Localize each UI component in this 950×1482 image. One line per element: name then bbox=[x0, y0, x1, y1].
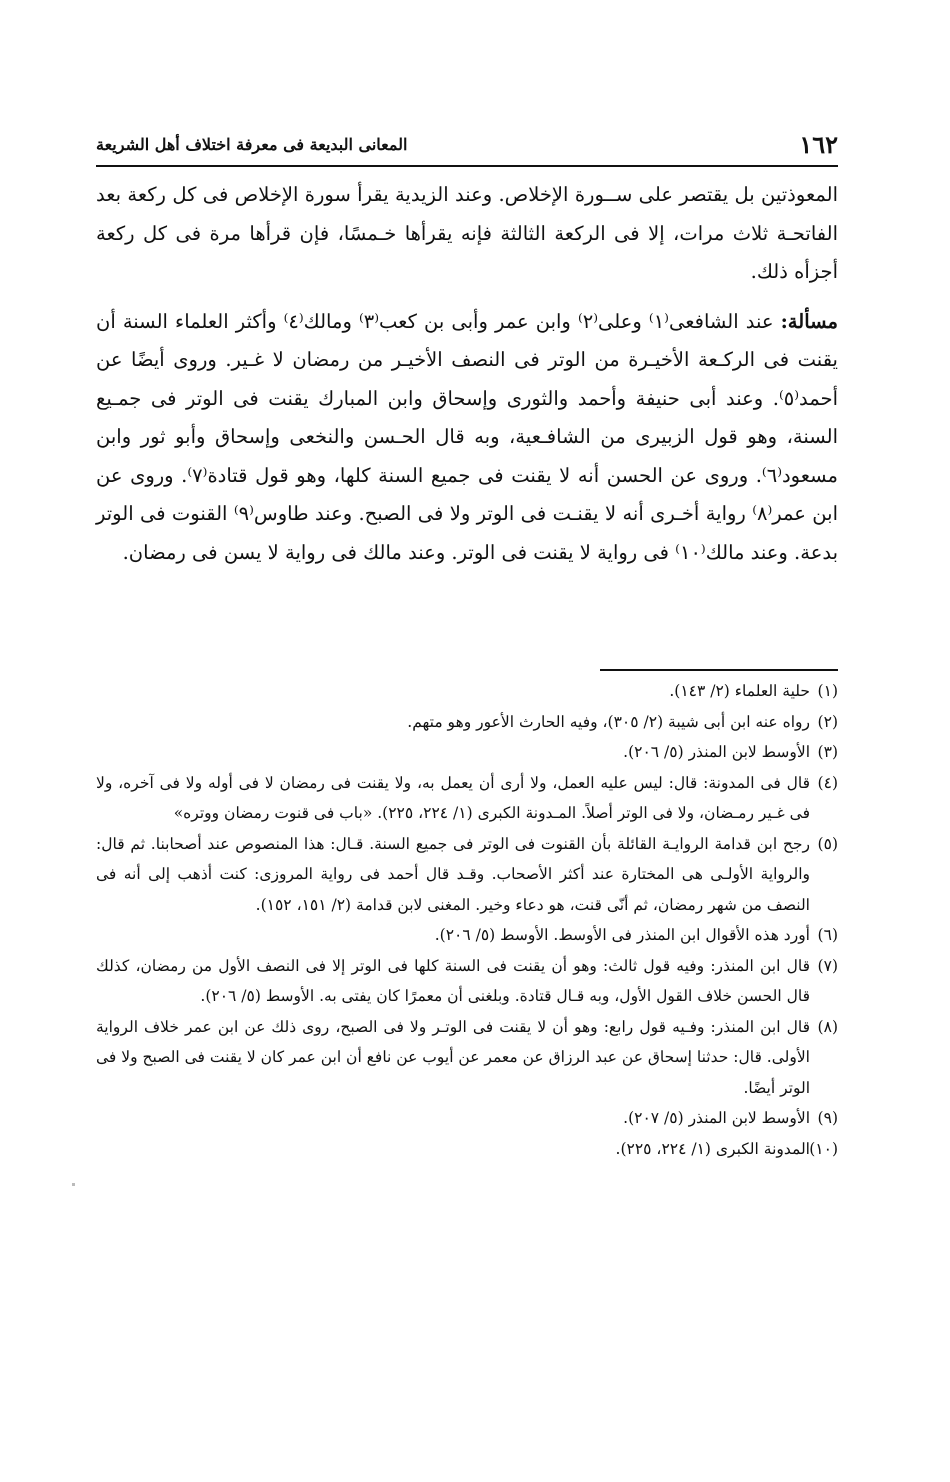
footnote-number: (٦) bbox=[817, 926, 838, 944]
footnote-1 bbox=[96, 676, 838, 707]
footnote-5 bbox=[96, 829, 838, 921]
footnote-4 bbox=[96, 768, 838, 829]
footnote-number: (٥) bbox=[817, 834, 838, 853]
footnote-8 bbox=[96, 1012, 838, 1104]
page-header bbox=[96, 128, 838, 162]
footnote-number: (٣) bbox=[817, 743, 838, 761]
footnote-2 bbox=[96, 707, 838, 738]
footnote-7 bbox=[96, 951, 838, 1012]
footnote-text: حلية العلماء (٢/ ١٤٣). bbox=[669, 682, 810, 700]
footnote-text: رواه عنه ابن أبى شيبة (٢/ ٣٠٥)، وفيه الحارث الأعور وهو متهم. bbox=[407, 712, 810, 731]
footnote-number: (١٠) bbox=[809, 1139, 838, 1158]
footnote-text: رجح ابن قدامة الروايـة القائلة بأن القنوت فى الوتر فى جميع السنة. قـال: هذا المنصوص عند أصحابنا. ثم قال: والرواية الأولـى هى المختارة عند أكثر الأصحاب. وقـد قال أحمد فى رواية المروزى: كنت أذهب إلى أنه فى النصف من شهر رمضان، ثم أنّى قنت، هو دعاء وخير. المغنى لابن قدامة (٢/ ١٥١، ١٥٢). bbox=[96, 834, 810, 914]
footnote-text: أورد هذه الأقوال ابن المنذر فى الأوسط. الأوسط (٥/ ٢٠٦). bbox=[434, 926, 810, 944]
footnote-text: المدونة الكبرى (١/ ٢٢٤، ٢٢٥). bbox=[615, 1139, 810, 1158]
paragraph-2 bbox=[96, 303, 838, 573]
footnote-text: قال ابن المنذر: وفـيه قول رابع: وهو أن لا يقنت فى الوتـر ولا فى الصبح، روى ذلك عن ابن عمر خلاف الرواية الأولى. قال: حدثنا إسحاق عن عبد الرزاق عن معمر عن أيوب عن نافع أن ابن عمر كان لا يقنت فى الصبح ولا فى الوتر أيضًا. bbox=[96, 1017, 810, 1097]
footnote-text: قال فى المدونة: قال: ليس عليه العمل، ولا أرى أن يعمل به، ولا يقنت فى رمضان لا فى أوله ولا فى آخره، ولا فى غـير رمـضان، ولا فى الوتر أصلاً. المـدونة الكبرى (١/ ٢٢٤، ٢٢٥). «باب فى قنوت رمضان ووتره» bbox=[96, 773, 810, 822]
paragraph-1: المعوذتين بل يقتصر على ســورة الإخلاص. وعند الزيدية يقرأ سورة الإخلاص فى كل ركعة بعد الفاتحـة ثلاث مرات، إلا فى الركعة الثالثة فإنه يقرأها خـمسًا، فإن قرأها مرة فى كل ركعة أجزأه ذلك. bbox=[96, 183, 838, 283]
main-text bbox=[96, 176, 838, 572]
issue-heading: مسألة: bbox=[780, 309, 838, 333]
footnote-text: قال ابن المنذر: وفيه قول ثالث: وهو أن يقنت فى السنة كلها فى الوتر إلا فى النصف الأول من رمضان، كذلك قال الحسن خلاف القول الأول، وبه قـال قتادة. وبلغنى أن معمرًا كان يفتى به. الأوسط (٥/ ٢٠٦). bbox=[96, 956, 810, 1005]
running-title: المعانى البديعة فى معرفة اختلاف أهل الشريعة bbox=[96, 135, 408, 154]
footnote-text: الأوسط لابن المنذر (٥/ ٢٠٧). bbox=[623, 1109, 810, 1127]
header-rule bbox=[96, 165, 838, 167]
footnote-number: (٧) bbox=[817, 956, 838, 975]
footnote-separator bbox=[600, 669, 838, 671]
footnote-number: (٤) bbox=[817, 773, 838, 792]
paragraph-2-text: عند الشافعى⁽١⁾ وعلى⁽٢⁾ وابن عمر وأبى بن كعب⁽٣⁾ ومالك⁽٤⁾ وأكثر العلماء السنة أن يقنت فى الركـعة الأخيـرة من الوتر فى النصف الأخيـر من رمضان لا غـير. وروى أيضًا عن أحمد⁽٥⁾. وعند أبى حنيفة وأحمد والثورى وإسحاق وابن المبارك يقنت فى الوتر فى جمـيع السنة، وهو قول الزبيرى من الشافـعية، وبه قال الحـسن والنخعى وإسحاق وأبو ثور وابن مسعود⁽٦⁾. وروى عن الحسن أنه لا يقنت فى جميع السنة كلها، وهو قول قتادة⁽٧⁾. وروى عن ابن عمر⁽٨⁾ رواية أخـرى أنه لا يقنـت فى الوتر ولا فى الصبح. وعند طاوس⁽٩⁾ القنوت فى الوتر بدعة. وعند مالك⁽١٠⁾ فى رواية لا يقنت فى الوتر. وعند مالك فى رواية لا يسن فى رمضان. bbox=[96, 309, 838, 564]
footnote-3 bbox=[96, 737, 838, 768]
footnote-10 bbox=[96, 1134, 838, 1165]
footnotes bbox=[96, 676, 838, 1164]
footnote-number: (٩) bbox=[817, 1109, 838, 1127]
footnote-number: (٨) bbox=[817, 1017, 838, 1036]
footnote-6 bbox=[96, 920, 838, 951]
scan-speck bbox=[72, 1183, 75, 1186]
page-number: ١٦٢ bbox=[799, 130, 838, 159]
footnote-number: (٢) bbox=[817, 712, 838, 731]
footnote-text: الأوسط لابن المنذر (٥/ ٢٠٦). bbox=[623, 743, 810, 761]
footnote-number: (١) bbox=[817, 682, 838, 700]
footnote-9 bbox=[96, 1103, 838, 1134]
